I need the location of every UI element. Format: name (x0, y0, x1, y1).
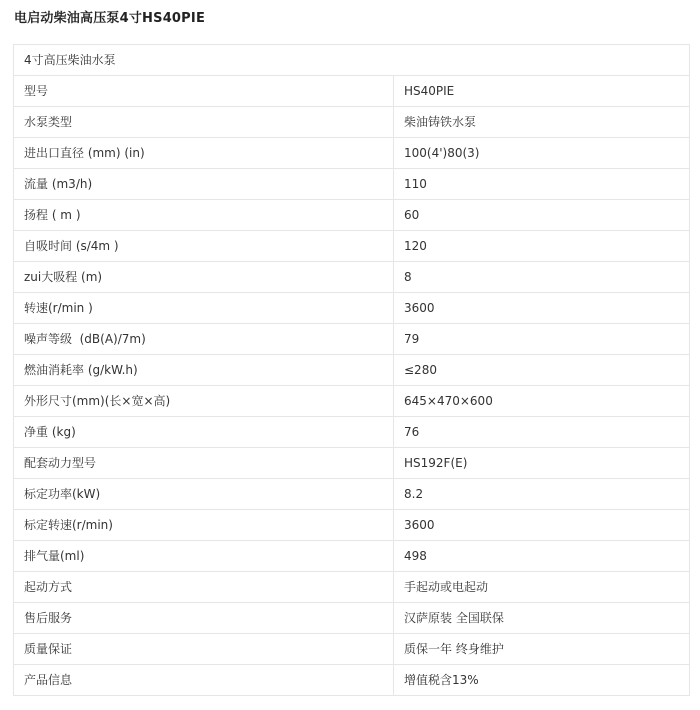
spec-value: HS192F(E) (394, 448, 690, 479)
spec-label: 售后服务 (14, 603, 394, 634)
spec-value: ≤280 (394, 355, 690, 386)
spec-value: 质保一年 终身维护 (394, 634, 690, 665)
table-row (14, 417, 690, 448)
spec-value: 100(4')80(3) (394, 138, 690, 169)
spec-value: HS40PIE (394, 76, 690, 107)
spec-value: 汉萨原装 全国联保 (394, 603, 690, 634)
table-row (14, 665, 690, 696)
table-row (14, 448, 690, 479)
spec-label: 水泵类型 (14, 107, 394, 138)
table-row (14, 200, 690, 231)
spec-label: 质量保证 (14, 634, 394, 665)
spec-value: 120 (394, 231, 690, 262)
spec-label: 转速(r/min ) (14, 293, 394, 324)
table-row (14, 293, 690, 324)
spec-label: 自吸时间 (s/4m ) (14, 231, 394, 262)
table-row (14, 169, 690, 200)
table-header-row (14, 45, 690, 76)
spec-label: 外形尺寸(mm)(长×宽×高) (14, 386, 394, 417)
table-row (14, 634, 690, 665)
table-row (14, 138, 690, 169)
spec-value: 手起动或电起动 (394, 572, 690, 603)
table-row (14, 603, 690, 634)
table-header: 4寸高压柴油水泵 (14, 45, 690, 76)
spec-value: 8 (394, 262, 690, 293)
spec-label: 标定功率(kW) (14, 479, 394, 510)
table-row (14, 355, 690, 386)
spec-value: 645×470×600 (394, 386, 690, 417)
table-row (14, 386, 690, 417)
table-row (14, 541, 690, 572)
spec-value: 3600 (394, 293, 690, 324)
table-row (14, 107, 690, 138)
spec-label: 标定转速(r/min) (14, 510, 394, 541)
table-row (14, 479, 690, 510)
table-row (14, 324, 690, 355)
spec-label: 配套动力型号 (14, 448, 394, 479)
spec-value: 79 (394, 324, 690, 355)
spec-value: 76 (394, 417, 690, 448)
spec-value: 110 (394, 169, 690, 200)
table-row (14, 231, 690, 262)
spec-value: 柴油铸铁水泵 (394, 107, 690, 138)
spec-label: 流量 (m3/h) (14, 169, 394, 200)
table-row (14, 76, 690, 107)
spec-table (13, 44, 690, 696)
table-row (14, 510, 690, 541)
spec-value: 60 (394, 200, 690, 231)
spec-value: 增值税含13% (394, 665, 690, 696)
spec-label: 净重 (kg) (14, 417, 394, 448)
table-row (14, 572, 690, 603)
page-title: 电启动柴油高压泵4寸HS40PIE (14, 11, 206, 26)
table-row (14, 262, 690, 293)
spec-label: 燃油消耗率 (g/kW.h) (14, 355, 394, 386)
spec-label: 扬程 ( m ) (14, 200, 394, 231)
spec-label: zui大吸程 (m) (14, 262, 394, 293)
spec-label: 型号 (14, 76, 394, 107)
spec-label: 排气量(ml) (14, 541, 394, 572)
spec-value: 8.2 (394, 479, 690, 510)
spec-label: 产品信息 (14, 665, 394, 696)
spec-label: 进出口直径 (mm) (in) (14, 138, 394, 169)
spec-value: 3600 (394, 510, 690, 541)
spec-value: 498 (394, 541, 690, 572)
spec-label: 起动方式 (14, 572, 394, 603)
spec-label: 噪声等级 (dB(A)/7m) (14, 324, 394, 355)
